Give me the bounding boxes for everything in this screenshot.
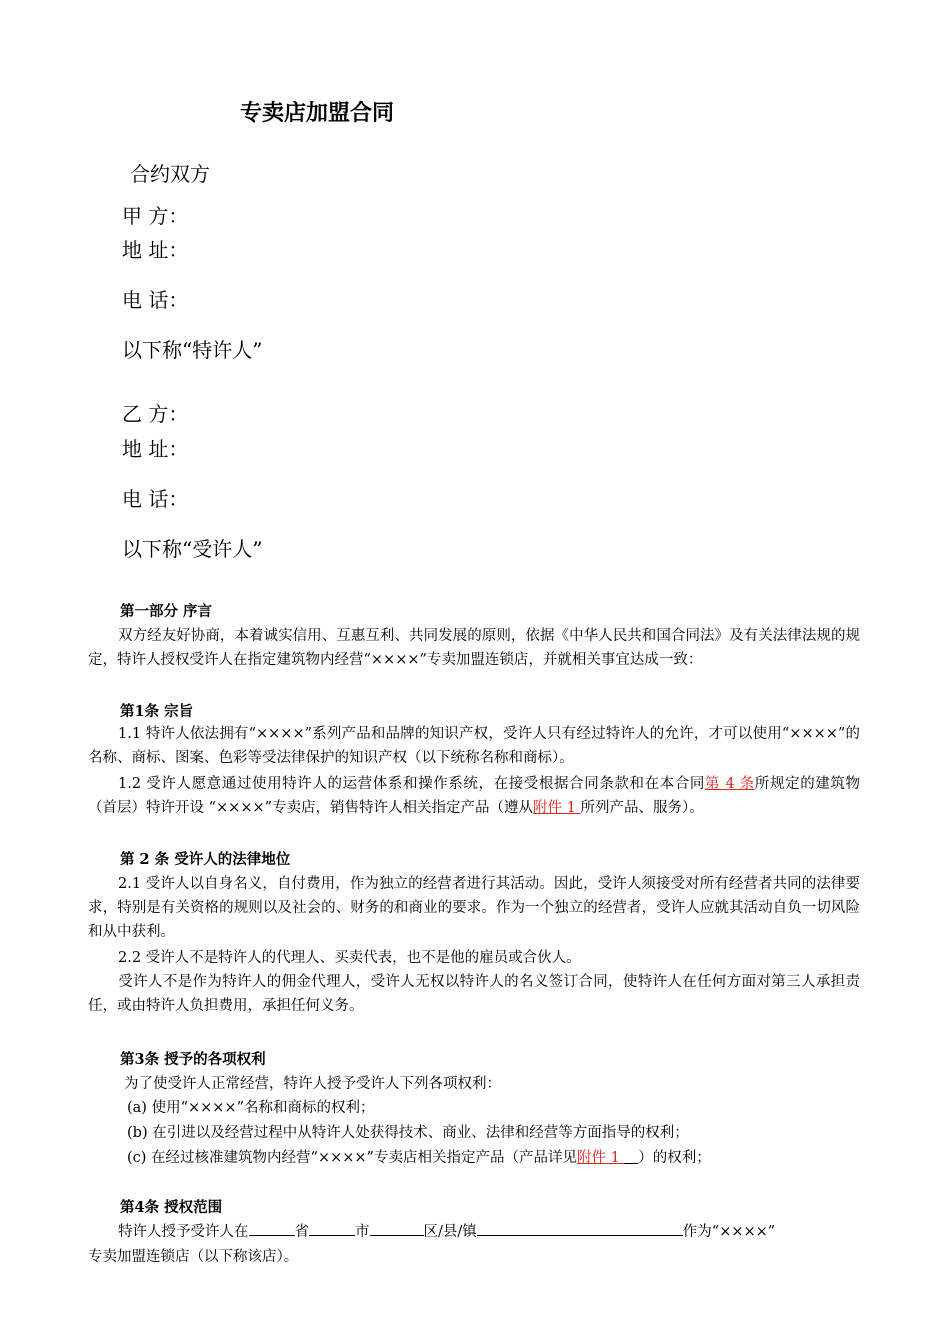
party-a-label: 甲 方： — [122, 204, 189, 228]
link-article-4[interactable]: 第 4 条 — [705, 776, 755, 792]
city-blank[interactable] — [309, 1221, 355, 1236]
art3-item-a: (a) 使用“××××”名称和商标的权利； — [127, 1100, 375, 1116]
art4-line1: 特许人授予受许人在 省 市 区/县/镇 作为“××××” — [118, 1220, 775, 1241]
party-b-phone: 电 话： — [122, 487, 189, 511]
art1-heading: 第1条 宗旨 — [120, 703, 194, 720]
art1-p2: 1.2 受许人愿意通过使用特许人的运营体系和操作系统，在接受根据合同条款和在本合同第 4 条所规定的建筑物（首层）特许开设 “××××”专卖店，销售特许人相关指定产品（遵从附件 1 所列产品、服务）。 — [88, 776, 860, 816]
part1-text: 双方经友好协商，本着诚实信用、互惠互利、共同发展的原则，依据《中华人民共和国合同法》及有关法律法规的规定，特许人授权受许人在指定建筑物内经营“××××”专卖加盟连锁店，并就相关事宜达成一致： — [88, 628, 860, 668]
party-b-address: 地 址： — [122, 437, 189, 461]
party-b-alias: 以下称“受许人” — [122, 537, 263, 561]
art3-heading: 第3条 授予的各项权利 — [120, 1051, 266, 1068]
art3-item-c: (c) 在经过核准建筑物内经营“××××”专卖店相关指定产品（产品详见附件 1 ）的权利； — [127, 1150, 711, 1166]
art4-heading: 第4条 授权范围 — [120, 1199, 223, 1216]
art2-p1: 2.1 受许人以自身名义，自付费用，作为独立的经营者进行其活动。因此，受许人须接受对所有经营者共同的法律要求，特别是有关资格的规则以及社会的、财务的和商业的要求。作为一个独立的经营者，受许人应就其活动自负一切风险和从中获利。 — [88, 876, 860, 940]
art3-intro: 为了使受许人正常经营，特许人授予受许人下列各项权利： — [124, 1076, 501, 1092]
part1-heading: 第一部分 序言 — [120, 603, 213, 620]
link-annex-1[interactable]: 附件 1 — [533, 800, 581, 816]
party-a-phone: 电 话： — [122, 288, 189, 312]
link-annex-1[interactable]: 附件 1 — [576, 1150, 625, 1166]
location-blank[interactable] — [477, 1221, 683, 1236]
art2-p3: 受许人不是作为特许人的佣金代理人，受许人无权以特许人的名义签订合同，使特许人在任何方面对第三人承担责任，或由特许人负担费用，承担任何义务。 — [88, 974, 860, 1014]
province-blank[interactable] — [249, 1221, 295, 1236]
art4-line2: 专卖加盟连锁店（以下称该店）。 — [88, 1249, 299, 1265]
party-a-alias: 以下称“特许人” — [122, 338, 263, 362]
party-a-address: 地 址： — [122, 238, 189, 262]
art3-item-b: (b) 在引进以及经营过程中从特许人处获得技术、商业、法律和经营等方面指导的权利； — [127, 1125, 689, 1141]
art2-heading: 第 2 条 受许人的法律地位 — [120, 851, 291, 868]
document-title: 专卖店加盟合同 — [240, 101, 395, 126]
parties-heading: 合约双方 — [130, 162, 210, 186]
district-blank[interactable] — [370, 1221, 424, 1236]
party-b-label: 乙 方： — [122, 402, 189, 426]
art1-p1: 1.1 特许人依法拥有“××××”系列产品和品牌的知识产权，受许人只有经过特许人的允许，才可以使用“××××”的名称、商标、图案、色彩等受法律保护的知识产权（以下统称名称和商标）。 — [88, 726, 860, 766]
art2-p2: 2.2 受许人不是特许人的代理人、买卖代表，也不是他的雇员或合伙人。 — [118, 950, 581, 966]
